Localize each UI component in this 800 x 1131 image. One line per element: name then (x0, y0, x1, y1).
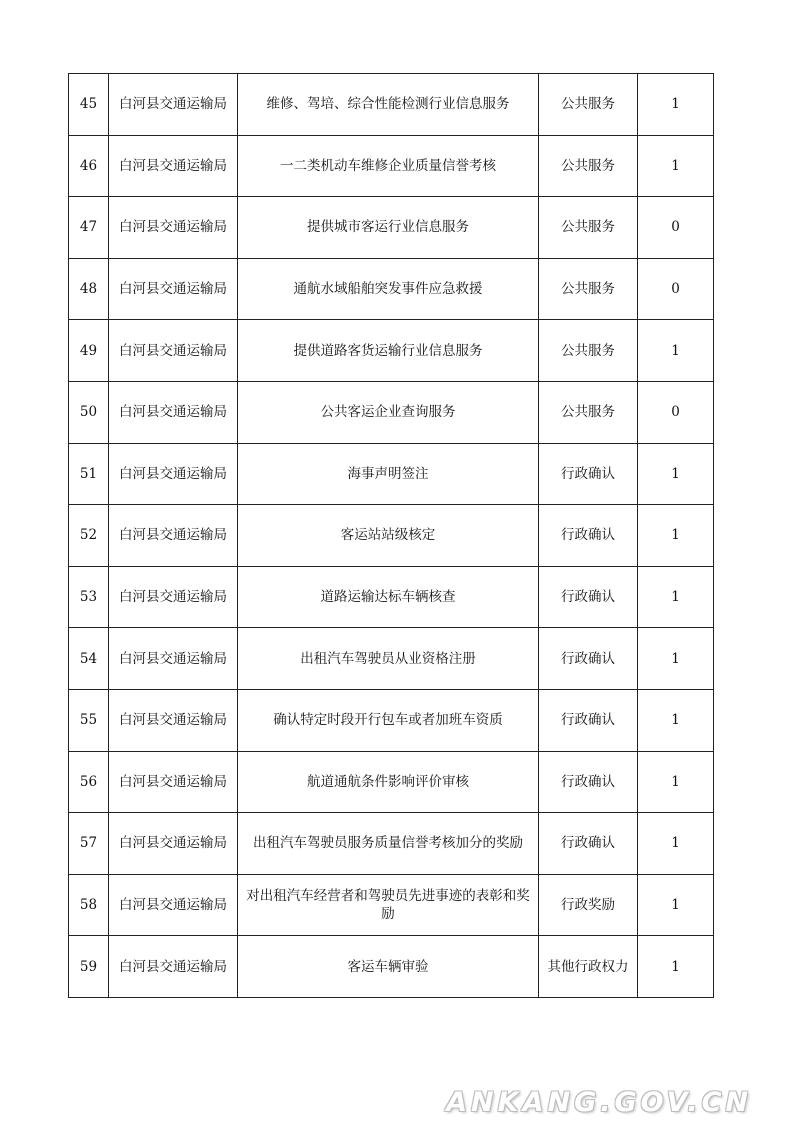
department-cell: 白河县交通运输局 (109, 689, 238, 751)
row-number: 46 (69, 135, 109, 197)
item-name-cell: 提供城市客运行业信息服务 (238, 197, 539, 259)
item-name-cell: 航道通航条件影响评价审核 (238, 751, 539, 813)
department-cell: 白河县交通运输局 (109, 381, 238, 443)
power-type-cell: 行政奖励 (539, 874, 638, 936)
department-cell: 白河县交通运输局 (109, 505, 238, 567)
row-number: 59 (69, 936, 109, 998)
department-cell: 白河县交通运输局 (109, 813, 238, 875)
power-type-cell: 行政确认 (539, 566, 638, 628)
row-number: 53 (69, 566, 109, 628)
power-type-cell: 公共服务 (539, 320, 638, 382)
count-cell: 1 (638, 135, 714, 197)
item-name-cell: 出租汽车驾驶员从业资格注册 (238, 628, 539, 690)
table-body (69, 74, 714, 998)
count-cell: 0 (638, 381, 714, 443)
row-number: 55 (69, 689, 109, 751)
department-cell: 白河县交通运输局 (109, 874, 238, 936)
row-number: 49 (69, 320, 109, 382)
count-cell: 1 (638, 936, 714, 998)
department-cell: 白河县交通运输局 (109, 320, 238, 382)
department-cell: 白河县交通运输局 (109, 135, 238, 197)
power-type-cell: 行政确认 (539, 628, 638, 690)
count-cell: 1 (638, 751, 714, 813)
table-row (69, 381, 714, 443)
table-row (69, 936, 714, 998)
count-cell: 1 (638, 689, 714, 751)
power-type-cell: 公共服务 (539, 381, 638, 443)
count-cell: 1 (638, 813, 714, 875)
power-type-cell: 行政确认 (539, 505, 638, 567)
site-watermark: ANKANG.GOV.CN (446, 1087, 752, 1118)
table-row (69, 628, 714, 690)
row-number: 54 (69, 628, 109, 690)
count-cell: 1 (638, 505, 714, 567)
row-number: 52 (69, 505, 109, 567)
table-row (69, 874, 714, 936)
power-type-cell: 公共服务 (539, 135, 638, 197)
row-number: 57 (69, 813, 109, 875)
item-name-cell: 提供道路客货运输行业信息服务 (238, 320, 539, 382)
power-type-cell: 公共服务 (539, 74, 638, 136)
power-type-cell: 行政确认 (539, 751, 638, 813)
department-cell: 白河县交通运输局 (109, 751, 238, 813)
department-cell: 白河县交通运输局 (109, 258, 238, 320)
row-number: 45 (69, 74, 109, 136)
row-number: 56 (69, 751, 109, 813)
power-type-cell: 公共服务 (539, 197, 638, 259)
row-number: 48 (69, 258, 109, 320)
table-row (69, 689, 714, 751)
row-number: 50 (69, 381, 109, 443)
item-name-cell: 通航水域船舶突发事件应急救援 (238, 258, 539, 320)
item-name-cell: 维修、驾培、综合性能检测行业信息服务 (238, 74, 539, 136)
count-cell: 1 (638, 320, 714, 382)
count-cell: 1 (638, 443, 714, 505)
table-row (69, 258, 714, 320)
power-type-cell: 其他行政权力 (539, 936, 638, 998)
table-row (69, 74, 714, 136)
item-name-cell: 出租汽车驾驶员服务质量信誉考核加分的奖励 (238, 813, 539, 875)
count-cell: 1 (638, 628, 714, 690)
table-row (69, 320, 714, 382)
item-name-cell: 公共客运企业查询服务 (238, 381, 539, 443)
row-number: 47 (69, 197, 109, 259)
power-type-cell: 行政确认 (539, 813, 638, 875)
power-type-cell: 行政确认 (539, 689, 638, 751)
item-name-cell: 道路运输达标车辆核查 (238, 566, 539, 628)
department-cell: 白河县交通运输局 (109, 566, 238, 628)
department-cell: 白河县交通运输局 (109, 628, 238, 690)
table-row (69, 443, 714, 505)
count-cell: 1 (638, 566, 714, 628)
count-cell: 0 (638, 258, 714, 320)
count-cell: 1 (638, 874, 714, 936)
item-name-cell: 海事声明签注 (238, 443, 539, 505)
item-name-cell: 对出租汽车经营者和驾驶员先进事迹的表彰和奖励 (238, 874, 539, 936)
table-row (69, 566, 714, 628)
row-number: 51 (69, 443, 109, 505)
department-cell: 白河县交通运输局 (109, 936, 238, 998)
table-row (69, 813, 714, 875)
department-cell: 白河县交通运输局 (109, 443, 238, 505)
item-name-cell: 客运站站级核定 (238, 505, 539, 567)
item-name-cell: 客运车辆审验 (238, 936, 539, 998)
power-type-cell: 公共服务 (539, 258, 638, 320)
table-row (69, 135, 714, 197)
power-list-table (68, 73, 714, 998)
item-name-cell: 一二类机动车维修企业质量信誉考核 (238, 135, 539, 197)
row-number: 58 (69, 874, 109, 936)
table-row (69, 751, 714, 813)
table-row (69, 505, 714, 567)
item-name-cell: 确认特定时段开行包车或者加班车资质 (238, 689, 539, 751)
count-cell: 0 (638, 197, 714, 259)
department-cell: 白河县交通运输局 (109, 74, 238, 136)
department-cell: 白河县交通运输局 (109, 197, 238, 259)
table-row (69, 197, 714, 259)
power-type-cell: 行政确认 (539, 443, 638, 505)
count-cell: 1 (638, 74, 714, 136)
